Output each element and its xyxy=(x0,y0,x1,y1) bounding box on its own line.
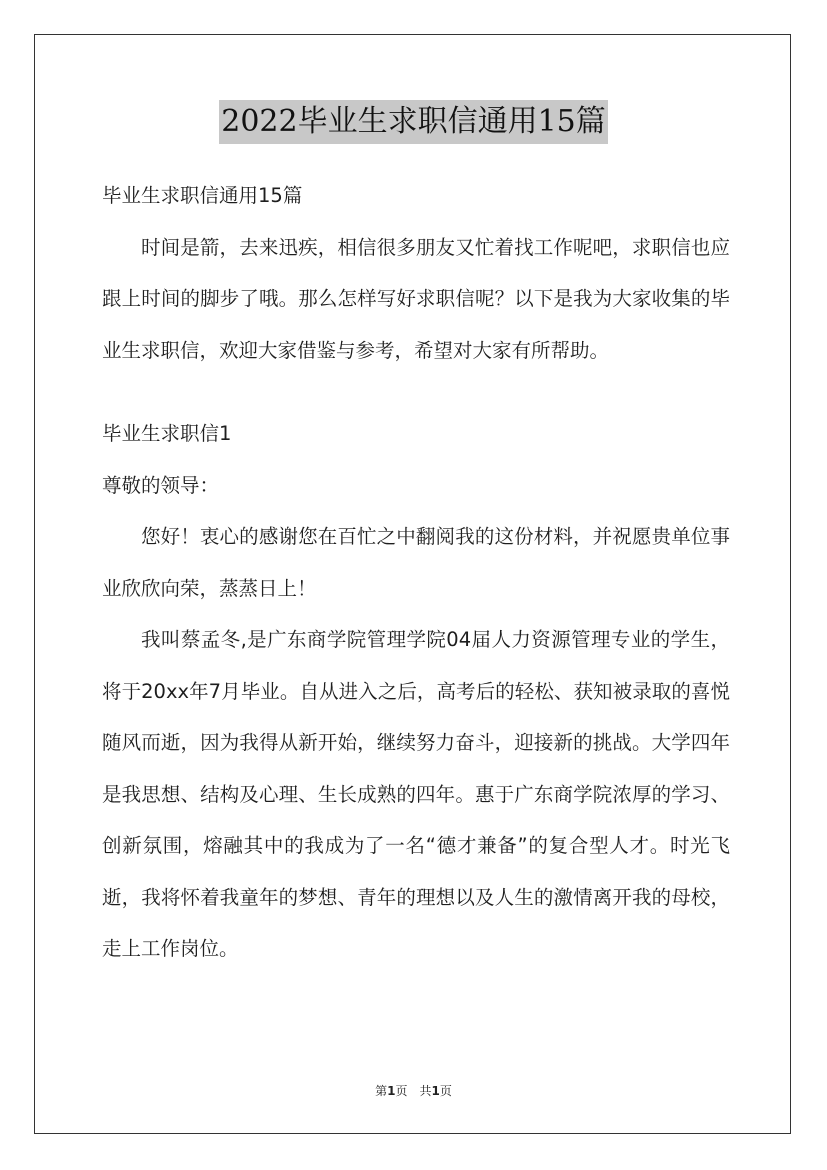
greeting-paragraph: 您好！衷心的感谢您在百忙之中翻阅我的这份材料，并祝愿贵单位事业欣欣向荣，蒸蒸日上！ xyxy=(102,525,730,600)
paragraph-gap xyxy=(102,376,730,408)
section-heading: 毕业生求职信1 xyxy=(102,422,232,445)
document-body xyxy=(102,170,730,975)
footer-prefix: 第 xyxy=(375,1084,388,1098)
salutation: 尊敬的领导： xyxy=(102,473,220,497)
footer-total-pages: 1 xyxy=(431,1084,440,1098)
footer-suffix: 页 xyxy=(439,1084,452,1098)
document-subtitle: 毕业生求职信通用15篇 xyxy=(102,184,303,207)
intro-paragraph: 时间是箭，去来迅疾，相信很多朋友又忙着找工作呢吧，求职信也应跟上时间的脚步了哦。那么怎样写好求职信呢？以下是我为大家收集的毕业生求职信，欢迎大家借鉴与参考，希望对大家有所帮助。 xyxy=(102,235,730,362)
page-footer xyxy=(0,1082,827,1099)
title-container xyxy=(0,100,827,144)
footer-mid: 页 共 xyxy=(395,1084,432,1098)
footer-current-page: 1 xyxy=(387,1084,396,1098)
body-paragraph: 我叫蔡孟冬,是广东商学院管理学院04届人力资源管理专业的学生，将于20xx年7月毕业。自从进入之后，高考后的轻松、获知被录取的喜悦随风而逝，因为我得从新开始，继续努力奋斗，迎接新的挑战。大学四年是我思想、结构及心理、生长成熟的四年。惠于广东商学院浓厚的学习、创新氛围，熔融其中的我成为了一名“德才兼备”的复合型人才。时光飞逝，我将怀着我童年的梦想、青年的理想以及人生的激情离开我的母校，走上工作岗位。 xyxy=(102,628,730,960)
document-title: 2022毕业生求职信通用15篇 xyxy=(219,100,608,144)
